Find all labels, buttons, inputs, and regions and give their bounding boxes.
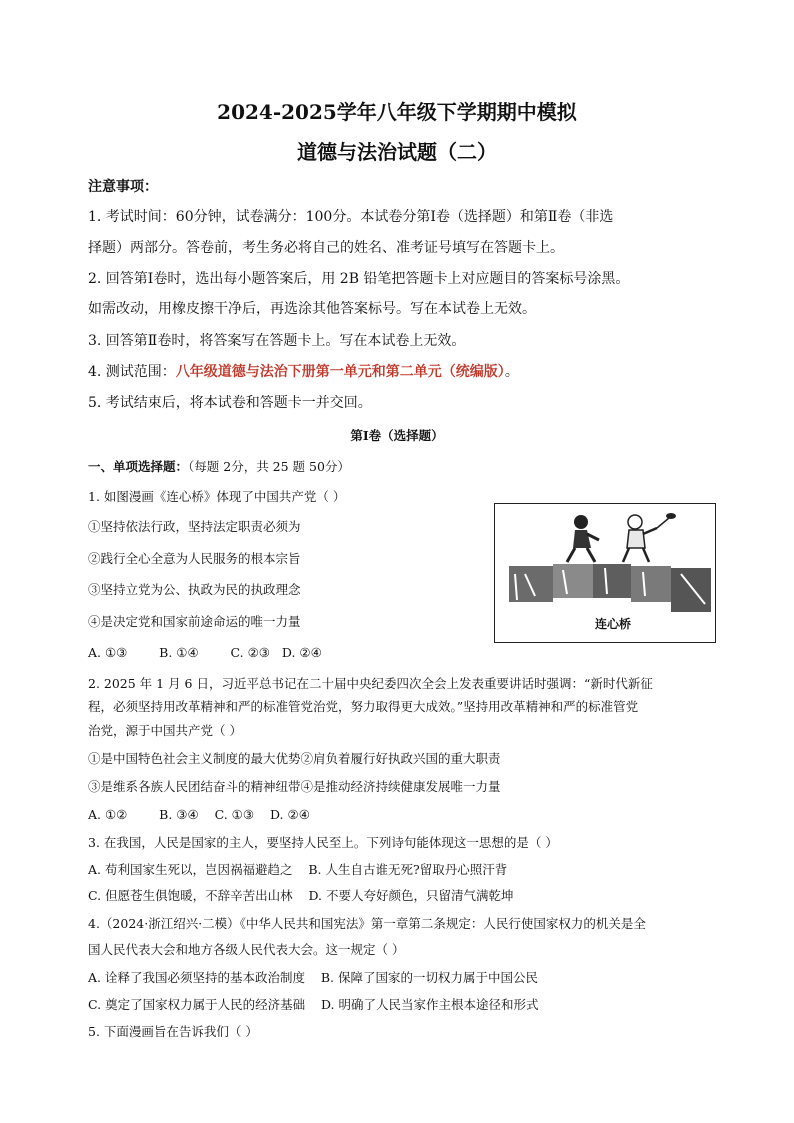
q3-options-ab: A. 苟利国家生死以，岂因祸福避趋之 B. 人生自古谁无死?留取丹心照汗背: [88, 862, 508, 877]
bridge-block: [593, 564, 631, 598]
cartoon-caption: 连心桥: [595, 617, 632, 631]
bundle: [666, 513, 676, 519]
section-title: 第Ⅰ卷（选择题）: [350, 428, 444, 443]
walking-stick: [657, 518, 669, 528]
exam-subtitle: 道德与法治试题（二）: [297, 140, 497, 164]
notice-item-4-prefix: 4. 测试范围：: [88, 364, 176, 380]
q1-statement-2: ②践行全心全意为人民服务的根本宗旨: [88, 551, 301, 566]
bridge-block: [631, 566, 671, 602]
bridge-block: [671, 568, 711, 612]
q4-stem-b: 国人民代表大会和地方各级人民代表大会。这一规定（ ）: [88, 942, 405, 957]
q1-stem: 1. 如图漫画《连心桥》体现了中国共产党（ ）: [88, 489, 346, 504]
q1-statement-1: ①坚持依法行政，坚持法定职责必须为: [88, 519, 301, 534]
q2-statements-3-4: ③是维系各族人民团结奋斗的精神纽带④是推动经济持续健康发展唯一力量: [88, 779, 501, 794]
q2-stem-b: 程，必须坚持用改革精神和严的标准管党治党，努力取得更大成效。”坚持用改革精神和严的标准管党: [88, 699, 639, 714]
q1-statement-4: ④是决定党和国家前途命运的唯一力量: [88, 614, 301, 629]
q2-options: A. ①② B. ③④ C. ①③ D. ②④: [88, 807, 310, 822]
left-figure-body: [573, 530, 591, 548]
q4-options-ab: A. 诠释了我国必须坚持的基本政治制度 B. 保障了国家的一切权力属于中国公民: [88, 970, 539, 985]
q2-stem-a: 2. 2025 年 1 月 6 日，习近平总书记在二十届中央纪委四次全会上发表重要讲话时强调：“新时代新征: [88, 676, 653, 691]
q5-stem: 5. 下面漫画旨在告诉我们（ ）: [88, 1024, 258, 1039]
notice-item-2a: 2. 回答第Ⅰ卷时，选出每小题答案后，用 2B 铅笔把答题卡上对应题目的答案标号涂黑。: [88, 271, 630, 287]
q1-statement-3: ③坚持立党为公、执政为民的执政理念: [88, 582, 301, 597]
notice-item-3: 3. 回答第Ⅱ卷时，将答案写在答题卡上。写在本试卷上无效。: [88, 333, 466, 349]
notice-item-5: 5. 考试结束后，将本试卷和答题卡一并交回。: [88, 395, 372, 411]
notice-item-1b: 择题）两部分。答卷前，考生务必将自己的姓名、准考证号填写在答题卡上。: [88, 240, 564, 256]
q2-statements-1-2: ①是中国特色社会主义制度的最大优势②肩负着履行好执政兴国的重大职责: [88, 751, 501, 766]
part1-heading: [88, 457, 350, 477]
q3-options-cd: C. 但愿苍生俱饱暖，不辞辛苦出山林 D. 不要人夸好颜色，只留清气满乾坤: [88, 888, 514, 903]
bridge-block: [553, 564, 593, 598]
q1-options: A. ①③ B. ①④ C. ②③ D. ②④: [88, 645, 322, 660]
notice-item-4-suffix: 。: [504, 364, 519, 380]
q3-stem: 3. 在我国，人民是国家的主人，要坚持人民至上。下列诗句能体现这一思想的是（ ）: [88, 835, 558, 850]
right-figure-body: [627, 530, 645, 548]
left-figure-head: [574, 515, 588, 529]
part1-desc: （每题 2分，共 25 题 50分）: [188, 459, 350, 474]
right-figure-head: [628, 515, 642, 529]
notice-heading: 注意事项：: [88, 179, 158, 195]
q4-options-cd: C. 奠定了国家权力属于人民的经济基础 D. 明确了人民当家作主根本途径和形式: [88, 997, 539, 1012]
exam-title: 2024-2025学年八年级下学期期中模拟: [217, 100, 577, 124]
notice-item-4: [88, 362, 519, 382]
q2-stem-c: 治党，源于中国共产党（ ）: [88, 723, 242, 738]
cartoon-image: [494, 503, 716, 643]
part1-label: 一、单项选择题：: [88, 459, 189, 474]
test-scope: 八年级道德与法治下册第一单元和第二单元（统编版）: [175, 364, 505, 380]
notice-item-1a: 1. 考试时间：60分钟，试卷满分：100分。本试卷分第Ⅰ卷（选择题）和第Ⅱ卷（非选: [88, 209, 614, 225]
q4-stem-a: 4.（2024·浙江绍兴·二模）《中华人民共和国宪法》第一章第二条规定：人民行使国家权力的机关是全: [88, 916, 646, 931]
notice-item-2b: 如需改动，用橡皮擦干净后，再选涂其他答案标号。写在本试卷上无效。: [88, 301, 536, 317]
